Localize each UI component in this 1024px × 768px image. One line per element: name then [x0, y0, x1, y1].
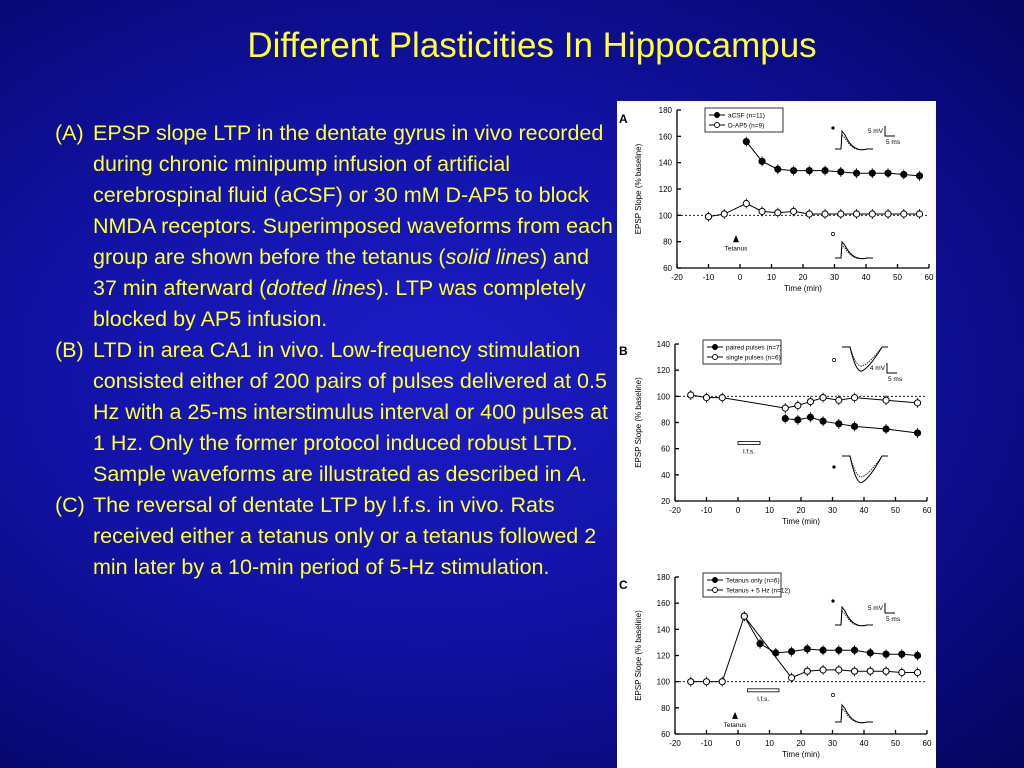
item-a: [55, 118, 615, 335]
data-point: [836, 397, 842, 403]
data-point: [883, 426, 889, 432]
data-point: [851, 395, 857, 401]
data-point: [804, 668, 810, 674]
data-point: [851, 668, 857, 674]
data-point: [885, 211, 891, 217]
data-point: [705, 214, 711, 220]
x-tick-label: 0: [737, 273, 743, 282]
data-point: [790, 167, 796, 173]
x-tick-label: 40: [859, 739, 869, 748]
y-tick-label: 60: [661, 730, 670, 739]
data-point: [782, 415, 788, 421]
scale-bar-label: 5 mV: [867, 128, 883, 135]
y-axis-label: EPSP Slope (% baseline): [634, 143, 643, 235]
inset-waveform: [835, 242, 873, 259]
item-italic-text: dotted lines: [266, 276, 377, 300]
x-tick-label: -20: [669, 739, 681, 748]
y-tick-label: 140: [656, 340, 670, 349]
y-tick-label: 20: [661, 497, 670, 506]
data-point: [916, 211, 922, 217]
y-tick-label: 120: [656, 366, 670, 376]
data-point: [914, 669, 920, 675]
panel-label: C: [619, 577, 628, 592]
x-tick-label: 10: [765, 739, 774, 748]
data-point: [790, 208, 796, 214]
x-axis-label: Time (min): [782, 750, 820, 759]
x-tick-label: -10: [702, 273, 715, 282]
y-tick-label: 60: [661, 444, 670, 454]
slide-title: Different Plasticities In Hippocampus: [247, 26, 817, 65]
item-text: EPSP slope LTP in the dentate gyrus in vivo recorded during chronic minipump infusion of artificial cerebrospinal fluid (aCSF) or 30 mM D-AP5 to block NMDA receptors. Superimposed waveforms from each group are shown before the tetanus (: [93, 121, 613, 269]
y-tick-label: 80: [661, 418, 670, 428]
legend-marker: [715, 113, 720, 118]
legend-entry: Tetanus only (n=6): [726, 577, 780, 585]
y-tick-label: 160: [658, 132, 672, 142]
data-point: [806, 211, 812, 217]
data-point: [822, 167, 828, 173]
data-point: [721, 211, 727, 217]
data-point: [853, 211, 859, 217]
chart-panel-a: [619, 106, 934, 293]
x-axis-label: Time (min): [784, 284, 822, 293]
x-tick-label: 30: [828, 506, 837, 515]
marker-dot: [832, 358, 835, 361]
legend-marker: [713, 345, 718, 350]
annotation-label: Tetanus: [724, 245, 748, 253]
data-point: [795, 402, 801, 408]
x-tick-label: 40: [859, 506, 869, 515]
annotation-label: Tetanus: [723, 721, 747, 729]
data-point: [820, 647, 826, 653]
y-tick-label: 180: [658, 106, 672, 115]
chart-panel-c: [619, 573, 932, 759]
data-point: [836, 667, 842, 673]
data-point: [820, 667, 826, 673]
lfs-bar: [738, 441, 760, 444]
y-tick-label: 40: [661, 470, 670, 480]
x-tick-label: 0: [735, 739, 741, 748]
inset-waveform: [842, 456, 888, 483]
data-point: [867, 650, 873, 656]
x-tick-label: 20: [796, 506, 806, 515]
data-point: [899, 669, 905, 675]
scale-bar-label: 5 ms: [888, 376, 903, 383]
x-tick-label: -20: [669, 506, 681, 515]
x-tick-label: 30: [830, 273, 839, 282]
legend-entry: Tetanus + 5 Hz (n=12): [726, 587, 791, 595]
data-point: [743, 200, 749, 206]
marker-dot: [831, 232, 834, 235]
data-point: [807, 398, 813, 404]
data-point: [719, 679, 725, 685]
x-tick-label: 20: [796, 739, 806, 748]
item-b: [55, 335, 615, 490]
item-italic-text: A.: [567, 462, 588, 486]
data-point: [743, 139, 749, 145]
data-point: [914, 400, 920, 406]
data-point: [836, 647, 842, 653]
annotation-label: l.f.s.: [743, 448, 755, 456]
figure-panel: [617, 101, 936, 768]
data-point: [759, 158, 765, 164]
scale-bar-label: 5 ms: [886, 139, 901, 146]
y-tick-label: 160: [656, 599, 670, 609]
item-text: LTD in area CA1 in vivo. Low-frequency stimulation consisted either of 200 pairs of pulses delivered at 0.5 Hz with a 25-ms interstimulus interval or 400 pulses at 1 Hz. Only the former protocol induced robust LTD. Sample waveforms are illustrated as described in: [93, 338, 609, 486]
data-point: [804, 646, 810, 652]
data-point: [869, 211, 875, 217]
data-point: [851, 647, 857, 653]
text-block: [55, 118, 615, 583]
marker-dot: [831, 126, 834, 129]
scale-bar: [885, 603, 895, 613]
legend-entry: D-AP5 (n=9): [728, 122, 765, 130]
data-point: [851, 423, 857, 429]
legend-marker: [713, 588, 718, 593]
x-axis-label: Time (min): [782, 517, 820, 526]
marker-dot: [831, 599, 834, 602]
data-point: [883, 397, 889, 403]
legend-marker: [713, 355, 718, 360]
y-tick-label: 100: [656, 392, 670, 402]
data-point: [788, 675, 794, 681]
data-point: [885, 170, 891, 176]
y-tick-label: 60: [663, 264, 672, 273]
x-tick-label: -10: [700, 506, 713, 515]
tetanus-arrow: [732, 712, 738, 719]
chart-panel-b: [619, 340, 932, 526]
legend-marker: [715, 123, 720, 128]
inset-waveform: [842, 456, 888, 477]
data-point: [757, 641, 763, 647]
data-point: [901, 211, 907, 217]
data-point: [807, 414, 813, 420]
y-tick-label: 120: [658, 185, 672, 194]
x-tick-label: 60: [922, 739, 932, 748]
data-point: [688, 392, 694, 398]
x-tick-label: 60: [924, 273, 934, 282]
item-text: ). LTP was completely blocked by AP5 infusion.: [93, 276, 586, 331]
x-tick-label: 0: [735, 506, 741, 515]
data-point: [901, 171, 907, 177]
panel-label: A: [619, 111, 628, 126]
inset-waveform: [835, 705, 873, 723]
data-point: [703, 679, 709, 685]
item-text: ) and 37 min afterward (: [93, 245, 590, 300]
data-point: [822, 211, 828, 217]
data-point: [914, 652, 920, 658]
data-point: [782, 405, 788, 411]
item-c: [55, 490, 615, 583]
data-point: [869, 170, 875, 176]
x-tick-label: 40: [861, 273, 871, 282]
item-italic-text: solid lines: [445, 245, 541, 269]
data-point: [806, 167, 812, 173]
data-point: [719, 395, 725, 401]
data-point: [759, 208, 765, 214]
legend-entry: aCSF (n=11): [728, 112, 765, 120]
x-tick-label: 20: [798, 273, 808, 282]
data-point: [916, 173, 922, 179]
x-tick-label: 50: [891, 506, 900, 515]
data-point: [883, 651, 889, 657]
panel-label: B: [619, 343, 628, 358]
data-point: [703, 395, 709, 401]
y-tick-label: 120: [656, 651, 670, 661]
marker-dot: [831, 693, 834, 696]
data-point: [853, 170, 859, 176]
y-tick-label: 100: [658, 211, 672, 221]
y-tick-label: 100: [656, 677, 670, 687]
data-point: [688, 679, 694, 685]
data-point: [795, 417, 801, 423]
item-label: (B): [55, 338, 84, 362]
marker-dot: [832, 465, 835, 468]
series-line: [746, 142, 919, 176]
data-point: [838, 169, 844, 175]
item-label: (A): [55, 121, 84, 145]
data-point: [838, 211, 844, 217]
y-tick-label: 80: [661, 703, 670, 713]
data-point: [867, 668, 873, 674]
data-point: [883, 668, 889, 674]
data-point: [775, 210, 781, 216]
annotation-label: l.f.s.: [757, 695, 770, 703]
y-axis-label: EPSP Slope (% baseline): [634, 610, 643, 701]
data-point: [820, 395, 826, 401]
x-tick-label: 30: [828, 739, 837, 748]
figure-svg: [617, 101, 936, 768]
data-point: [836, 421, 842, 427]
scale-bar: [885, 126, 895, 136]
scale-bar-label: 5 ms: [886, 616, 901, 623]
scale-bar: [887, 363, 897, 373]
data-point: [788, 648, 794, 654]
x-tick-label: 60: [922, 506, 932, 515]
y-tick-label: 140: [656, 625, 670, 635]
x-tick-label: 50: [891, 739, 900, 748]
data-point: [914, 430, 920, 436]
y-tick-label: 140: [658, 158, 672, 168]
x-tick-label: 10: [767, 273, 776, 282]
data-point: [775, 166, 781, 172]
scale-bar-label: 5 mV: [867, 605, 883, 612]
tetanus-arrow: [733, 235, 739, 242]
inset-waveform: [842, 347, 888, 366]
x-tick-label: 10: [765, 506, 774, 515]
scale-bar-label: 4 mV: [869, 365, 885, 372]
item-text: The reversal of dentate LTP by l.f.s. in vivo. Rats received either a tetanus only or a tetanus followed 2 min later by a 10-min period of 5-Hz stimulation.: [93, 493, 597, 579]
x-tick-label: -10: [700, 739, 713, 748]
lfs-bar: [747, 689, 779, 692]
legend-entry: paired pulses (n=7): [726, 344, 782, 352]
data-point: [741, 613, 747, 619]
item-label: (C): [55, 493, 85, 517]
data-point: [899, 651, 905, 657]
data-point: [820, 418, 826, 424]
legend-entry: single pulses (n=6): [726, 354, 781, 362]
x-tick-label: -20: [671, 273, 683, 282]
y-tick-label: 180: [656, 573, 670, 582]
legend-marker: [713, 578, 718, 583]
y-axis-label: EPSP Slope (% baseline): [634, 377, 643, 468]
y-tick-label: 80: [663, 237, 672, 247]
x-tick-label: 50: [893, 273, 902, 282]
